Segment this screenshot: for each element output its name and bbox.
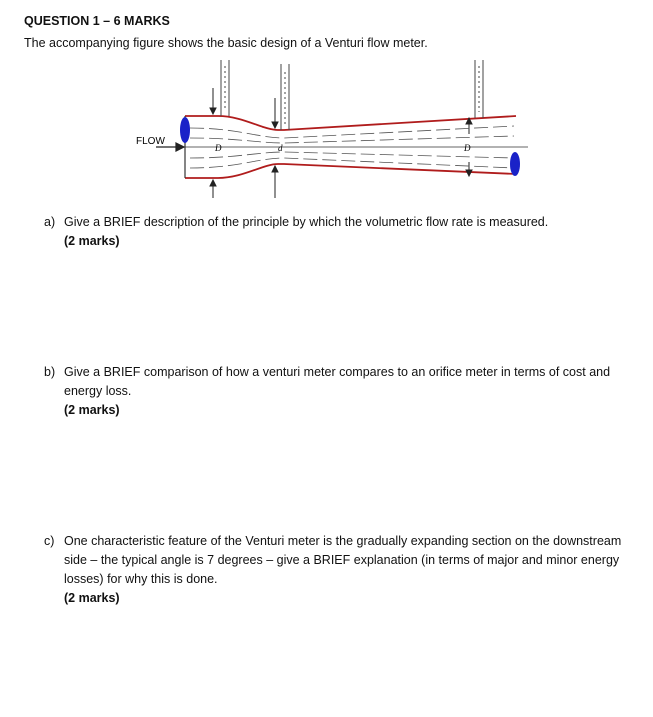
outlet-diameter-label: D — [464, 143, 471, 153]
throat-manometer-tube — [281, 64, 289, 130]
question-c-text: One characteristic feature of the Venturi meter is the gradually expanding section on the downstream side – the typical angle is 7 degrees – give a BRIEF explanation (in terms of major and minor energy losses) for why this is done. — [64, 534, 622, 586]
inlet-manometer-tube — [221, 60, 229, 116]
question-b-label: b) — [44, 365, 56, 379]
outlet-manometer-tube — [475, 60, 483, 118]
pressure-arrows — [210, 88, 472, 198]
question-c-marks: (2 marks) — [64, 591, 120, 605]
venturi-meter-figure — [128, 58, 538, 198]
inlet-marker — [180, 117, 190, 143]
question-heading: QUESTION 1 – 6 MARKS — [24, 14, 170, 28]
throat-diameter-label: d — [278, 143, 283, 153]
question-a-marks: (2 marks) — [64, 234, 120, 248]
question-a-label: a) — [44, 215, 56, 229]
intro-text: The accompanying figure shows the basic design of a Venturi flow meter. — [24, 36, 428, 50]
question-c — [44, 532, 624, 608]
question-a — [44, 213, 624, 251]
question-b-marks: (2 marks) — [64, 403, 120, 417]
flow-label: FLOW — [136, 136, 165, 147]
inlet-diameter-label: D — [215, 143, 222, 153]
question-b — [44, 363, 624, 420]
question-a-text: Give a BRIEF description of the principle by which the volumetric flow rate is measured. — [64, 215, 549, 229]
question-b-text: Give a BRIEF comparison of how a venturi meter compares to an orifice meter in terms of cost and energy loss. — [64, 365, 611, 398]
question-c-label: c) — [44, 534, 55, 548]
outlet-marker — [510, 152, 520, 176]
